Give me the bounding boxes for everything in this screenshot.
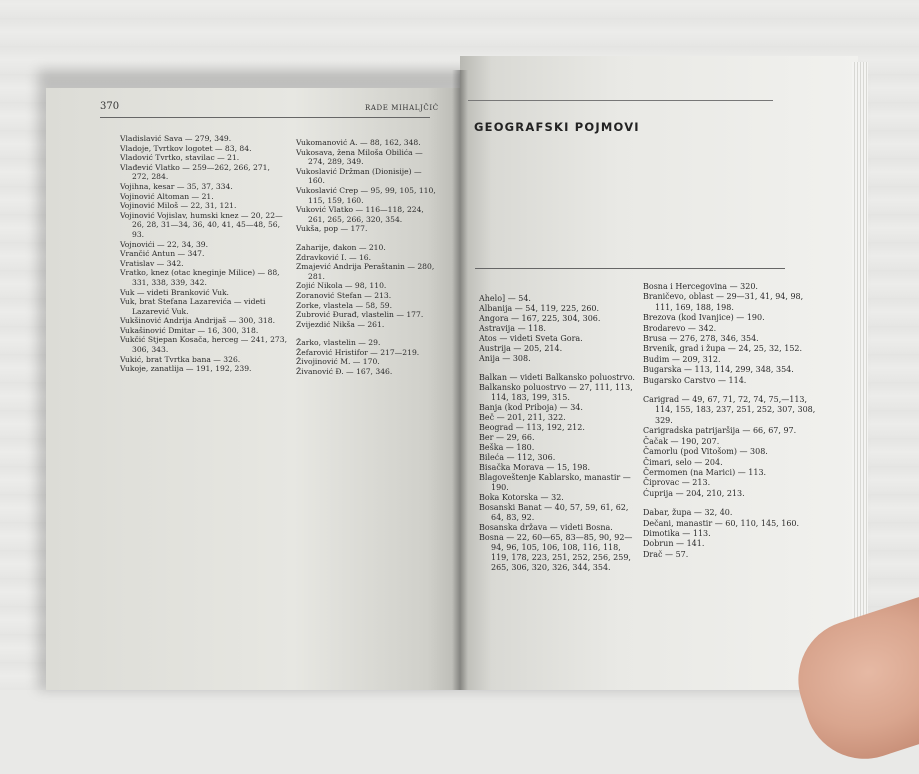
index-entry: Vojinović Altoman — 21. — [120, 191, 214, 201]
index-entry: Bosna i Hercegovina — 320. — [643, 282, 758, 291]
index-entry: Vuk, brat Stefana Lazarevića — videti Lazarević Vuk. — [120, 297, 266, 316]
index-group — [120, 134, 288, 374]
group-gap — [479, 364, 639, 373]
index-entry: Vladoje, Tvrtkov logotet — 83, 84. — [120, 143, 252, 153]
index-entry: Zojić Nikola — 98, 110. — [296, 281, 387, 291]
index-entry: Bosna — 22, 60—65, 83—85, 90, 92—94, 96, 105, 106, 108, 116, 118, 119, 178, 223, 251, 252, 256, 259, 265, 306, 320, 326, 344, 354. — [479, 533, 633, 572]
right-index-column-1 — [479, 294, 639, 573]
index-entry: Bisačka Morava — 15, 198. — [479, 463, 591, 472]
index-entry: Atos — videti Sveta Gora. — [479, 334, 583, 343]
index-entry: Brodarevo — 342. — [643, 323, 717, 333]
index-entry: Brusa — 276, 278, 346, 354. — [643, 334, 759, 344]
index-group — [643, 508, 819, 560]
index-entry: Albanija — 54, 119, 225, 260. — [479, 304, 600, 313]
index-entry: Carigrad — 49, 67, 71, 72, 74, 75,—113, 114, 155, 183, 237, 251, 252, 307, 308, 329. — [643, 395, 816, 425]
index-entry: Zoranović Stefan — 213. — [296, 290, 392, 300]
index-entry: Vojinović Vojislav, humski knez — 20, 22—26, 28, 31—34, 36, 40, 41, 45—48, 56, 93. — [120, 210, 283, 239]
index-entry: Vojnovići — 22, 34, 39. — [120, 239, 209, 249]
index-entry: Vukoslavić Držman (Dionisije) — 160. — [296, 166, 422, 186]
index-entry: Vratko, knez (otac kneginje Milice) — 88, 331, 338, 339, 342. — [120, 268, 280, 287]
index-entry: Ahelo] — 54. — [479, 294, 531, 303]
index-entry: Zaharije, đakon — 210. — [296, 242, 386, 252]
page-edges — [852, 62, 868, 622]
index-entry: Dabar, župa — 32, 40. — [643, 508, 733, 518]
index-entry: Angora — 167, 225, 304, 306. — [479, 314, 601, 323]
index-entry: Drač — 57. — [643, 549, 689, 559]
index-entry: Ćuprija — 204, 210, 213. — [643, 488, 745, 498]
index-entry: Bugarsko Carstvo — 114. — [643, 375, 747, 385]
index-entry: Vukosava, žena Miloša Obilića — 274, 289, 349. — [296, 147, 423, 167]
index-entry: Čačak — 190, 207. — [643, 436, 720, 446]
index-entry: Austrija — 205, 214. — [479, 344, 563, 353]
book-gutter — [452, 70, 468, 690]
index-entry: Vuk — videti Branković Vuk. — [120, 287, 229, 297]
index-entry: Anija — 308. — [479, 354, 531, 363]
index-entry: Brezova (kod Ivanjice) — 190. — [643, 313, 765, 323]
index-entry: Vrančić Antun — 347. — [120, 249, 205, 259]
index-entry: Vlađević Vlatko — 259—262, 266, 271, 272, 284. — [120, 162, 270, 182]
index-entry: Blagoveštenje Kablarsko, manastir — 190. — [479, 473, 631, 492]
index-entry: Vukčić Stjepan Kosača, herceg — 241, 273, 306, 343. — [120, 335, 287, 355]
index-entry: Žefarović Hristifor — 217—219. — [296, 347, 420, 357]
section-rule — [475, 268, 785, 269]
group-gap — [643, 386, 819, 395]
index-entry: Balkansko poluostrvo — 27, 111, 113, 114, 183, 199, 315. — [479, 383, 633, 402]
index-entry: Zorke, vlastela — 58, 59. — [296, 300, 393, 310]
index-entry: Zubrović Đurađ, vlastelin — 177. — [296, 310, 424, 320]
index-entry: Živojinović M. — 170. — [296, 357, 380, 367]
index-entry: Vukić, brat Tvrtka bana — 326. — [120, 354, 241, 364]
index-group — [643, 395, 819, 499]
index-entry: Bosanska država — videti Bosna. — [479, 523, 613, 532]
group-gap — [643, 499, 819, 508]
index-entry: Carigradska patrijaršija — 66, 67, 97. — [643, 426, 797, 436]
group-gap — [296, 329, 438, 338]
left-index-column-1 — [120, 134, 288, 374]
index-entry: Vladović Tvrtko, stavilac — 21. — [120, 153, 240, 163]
index-group — [643, 282, 819, 386]
index-entry: Zmajević Andrija Peraštanin — 280, 281. — [296, 262, 435, 281]
index-entry: Vukša, pop — 177. — [296, 224, 368, 234]
index-entry: Dimotika — 113. — [643, 528, 711, 538]
index-entry: Bosanski Banat — 40, 57, 59, 61, 62, 64, 83, 92. — [479, 503, 629, 522]
index-entry: Ber — 29, 66. — [479, 433, 535, 442]
right-index-column-2 — [643, 282, 819, 560]
index-entry: Živanović Đ. — 167, 346. — [296, 367, 393, 377]
index-entry: Braničevo, oblast — 29—31, 41, 94, 98, 111, 169, 188, 198. — [643, 292, 804, 312]
index-group — [296, 338, 438, 376]
index-entry: Beč — 201, 211, 322. — [479, 413, 566, 422]
index-entry: Beška — 180. — [479, 443, 535, 452]
index-entry: Vojihna, kesar — 35, 37, 334. — [120, 181, 233, 191]
index-entry: Vuković Vlatko — 116—118, 224, 261, 265, 266, 320, 354. — [296, 205, 424, 224]
index-entry: Beograd — 113, 192, 212. — [479, 423, 585, 432]
index-entry: Bugarska — 113, 114, 299, 348, 354. — [643, 365, 794, 375]
index-entry: Bileća — 112, 306. — [479, 453, 556, 462]
index-entry: Vukomanović A. — 88, 162, 348. — [296, 138, 421, 147]
index-entry: Vukoslavić Crep — 95, 99, 105, 110, 115, 159, 160. — [296, 185, 436, 205]
index-entry: Dobrun — 141. — [643, 539, 705, 549]
index-group — [479, 294, 639, 364]
index-group — [479, 373, 639, 573]
top-rule — [468, 100, 773, 101]
left-index-column-2 — [296, 138, 438, 377]
index-entry: Budim — 209, 312. — [643, 354, 721, 364]
index-entry: Vladislavić Sava — 279, 349. — [120, 134, 232, 143]
chapter-title: GEOGRAFSKI POJMOVI — [474, 120, 640, 134]
index-entry: Vojinović Miloš — 22, 31, 121. — [120, 201, 237, 211]
index-entry: Čimari, selo — 204. — [643, 457, 723, 467]
index-entry: Vratislav — 342. — [120, 258, 184, 268]
header-rule — [100, 117, 430, 118]
index-entry: Vukšinović Andrija Andrijaš — 300, 318. — [120, 316, 275, 326]
index-entry: Balkan — videti Balkansko poluostrvo. — [479, 373, 635, 382]
index-entry: Dečani, manastir — 60, 110, 145, 160. — [643, 518, 800, 528]
index-entry: Čamorlu (pod Vitošom) — 308. — [643, 447, 768, 457]
index-entry: Zdravković I. — 16. — [296, 252, 372, 262]
index-entry: Žarko, vlastelin — 29. — [296, 338, 381, 348]
index-entry: Vukoje, zanatlija — 191, 192, 239. — [120, 364, 252, 374]
index-group — [296, 138, 438, 234]
group-gap — [296, 234, 438, 243]
running-head: RADE MIHALJČIĆ — [365, 104, 439, 112]
page-number: 370 — [100, 101, 120, 112]
index-group — [296, 243, 438, 329]
index-entry: Čermomen (na Marici) — 113. — [643, 467, 767, 477]
index-entry: Čiprovac — 213. — [643, 478, 711, 488]
index-entry: Vukašinović Dmitar — 16, 300, 318. — [120, 325, 259, 335]
index-entry: Brvenik, grad i župa — 24, 25, 32, 152. — [643, 344, 803, 354]
index-entry: Banja (kod Priboja) — 34. — [479, 403, 583, 412]
index-entry: Boka Kotorska — 32. — [479, 493, 564, 502]
index-entry: Astravija — 118. — [479, 324, 546, 333]
index-entry: Zvijezdić Nikša — 261. — [296, 319, 385, 329]
